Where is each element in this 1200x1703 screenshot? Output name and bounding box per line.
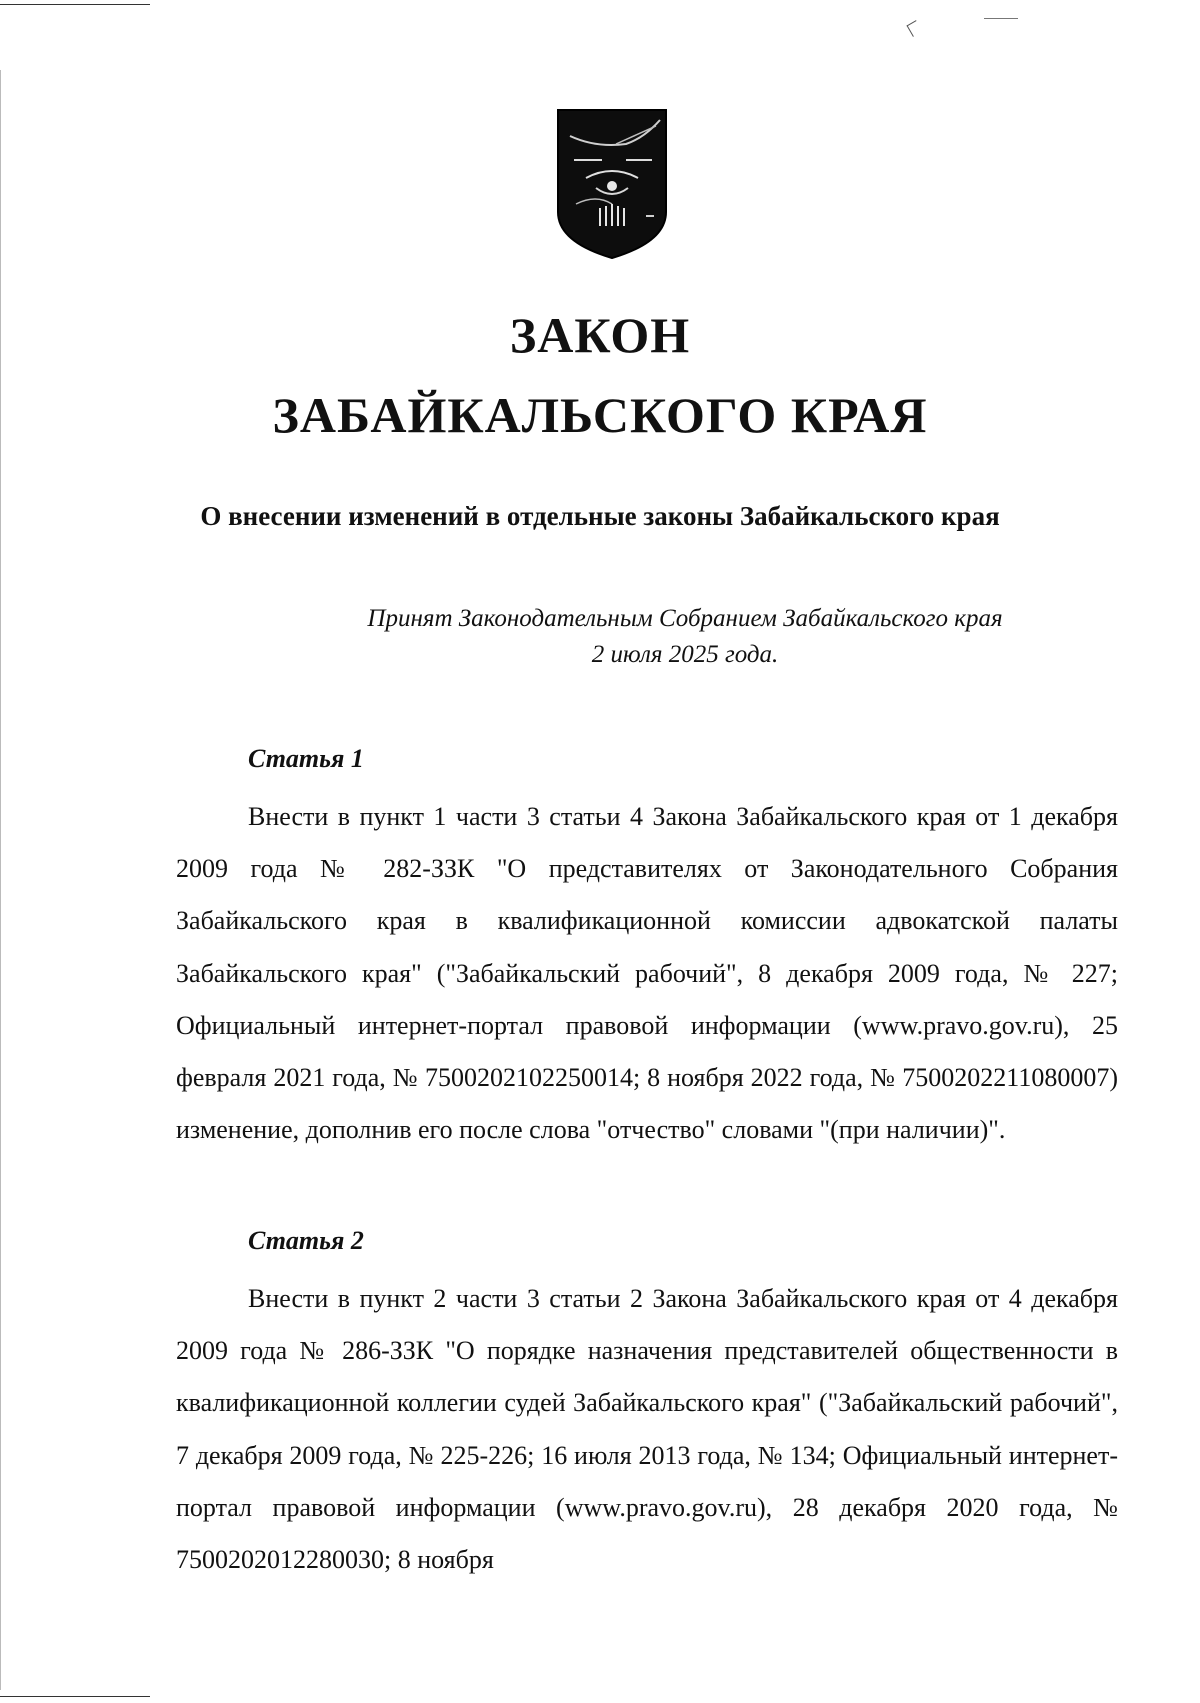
law-heading-region: ЗАБАЙКАЛЬСКОГО КРАЯ bbox=[272, 387, 928, 443]
article-text: Внести в пункт 1 части 3 статьи 4 Закона Забайкальского края от 1 декабря 2009 года № 282-ЗЗК "О представителях от Законодательного Собрания Забайкальского края в квалификационной комиссии адвокатской палаты Забайкальского края" ("Забайкальский рабочий", 8 декабря 2009 года, № 227; Официальный интернет-портал правовой информации (www.pravo.gov.ru), 25 февраля 2021 года, № 7500202102250014; 8 ноября 2022 года, № 7500202211080007) изменение, дополнив его после слова "отчество" словами "(при наличии)". bbox=[176, 802, 1118, 1145]
scan-edge-line bbox=[0, 1696, 150, 1697]
adoption-note bbox=[300, 601, 1070, 673]
adoption-body: Принят Законодательным Собранием Забайкальского края bbox=[367, 605, 1003, 632]
adoption-date: 2 июля 2025 года. bbox=[591, 641, 779, 668]
law-heading: ЗАКОН bbox=[509, 307, 691, 363]
scan-pen-mark bbox=[906, 20, 922, 37]
law-subtitle: О внесении изменений в отдельные законы Забайкальского края bbox=[200, 501, 1000, 531]
coat-of-arms-emblem bbox=[556, 108, 668, 260]
article-title: Статья 2 bbox=[248, 1226, 364, 1255]
article-title: Статья 1 bbox=[248, 744, 364, 773]
scan-edge-line bbox=[0, 4, 150, 5]
article-text: Внести в пункт 2 части 3 статьи 2 Закона Забайкальского края от 4 декабря 2009 года № 286-ЗЗК "О порядке назначения представителей общественности в квалификационной коллегии судей Забайкальского края" ("Забайкальский рабочий", 7 декабря 2009 года, № 225-226; 16 июля 2013 года, № 134; Официальный интернет-портал правовой информации (www.pravo.gov.ru), 28 декабря 2020 года, № 7500202012280030; 8 ноября bbox=[176, 1284, 1118, 1575]
scan-edge-line bbox=[984, 18, 1018, 19]
